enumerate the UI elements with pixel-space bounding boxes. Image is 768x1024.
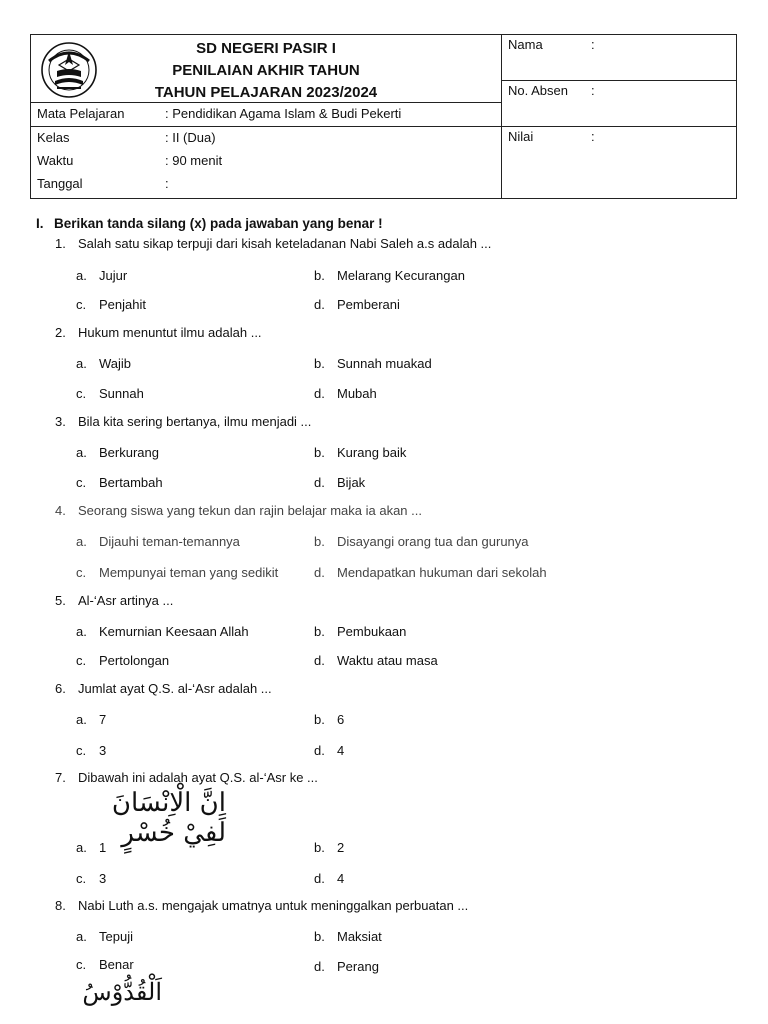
question-text: Nabi Luth a.s. mengajak umatnya untuk meninggalkan perbuatan ...: [78, 898, 469, 913]
option-1c[interactable]: [76, 297, 146, 312]
option-7b[interactable]: [314, 840, 344, 855]
option-text: Sunnah muakad: [337, 356, 432, 371]
option-letter: b.: [314, 268, 325, 283]
option-2c[interactable]: [76, 386, 144, 401]
option-7a[interactable]: [76, 840, 106, 855]
option-letter: c.: [76, 297, 87, 312]
option-letter: a.: [76, 712, 87, 727]
question-text: Dibawah ini adalah ayat Q.S. al-‘Asr ke ...: [78, 770, 318, 785]
option-text: 4: [337, 743, 345, 758]
option-6b[interactable]: [314, 712, 344, 727]
option-letter: b.: [314, 534, 325, 549]
question-6: [55, 681, 272, 696]
option-letter: c.: [76, 653, 87, 668]
option-text: Kemurnian Keesaan Allah: [99, 624, 249, 639]
field-absen[interactable]: [502, 81, 736, 127]
option-8c[interactable]: [76, 957, 134, 972]
option-text: Maksiat: [337, 929, 382, 944]
question-7: [55, 770, 318, 785]
question-text: Al-‘Asr artinya ...: [78, 593, 174, 608]
option-5d[interactable]: [314, 653, 438, 668]
option-text: Mempunyai teman yang sedikit: [99, 565, 279, 580]
question-text: Seorang siswa yang tekun dan rajin belajar maka ia akan ...: [78, 503, 422, 518]
question-number: 4.: [55, 503, 66, 518]
option-letter: a.: [76, 534, 87, 549]
arabic-word: اَلْقُدُّوْسُ: [82, 978, 162, 1006]
option-2d[interactable]: [314, 386, 377, 401]
option-7d[interactable]: [314, 871, 344, 886]
option-3c[interactable]: [76, 475, 163, 490]
option-letter: c.: [76, 475, 87, 490]
option-4b[interactable]: [314, 534, 529, 549]
option-text: Pertolongan: [99, 653, 170, 668]
option-letter: d.: [314, 565, 325, 580]
option-letter: b.: [314, 840, 325, 855]
header-left-panel: [31, 35, 502, 198]
field-name[interactable]: [502, 35, 736, 81]
option-text: Penjahit: [99, 297, 146, 312]
question-number: 3.: [55, 414, 66, 429]
option-letter: a.: [76, 624, 87, 639]
option-4a[interactable]: [76, 534, 240, 549]
option-letter: c.: [76, 386, 87, 401]
exam-header: [30, 34, 737, 199]
option-letter: a.: [76, 445, 87, 460]
question-number: 7.: [55, 770, 66, 785]
question-4: [55, 503, 422, 518]
option-4d[interactable]: [314, 565, 547, 580]
option-1d[interactable]: [314, 297, 400, 312]
section-instruction: [36, 216, 383, 231]
info-value: : 90 menit: [165, 153, 223, 168]
field-label: No. Absen: [508, 83, 568, 98]
option-4c[interactable]: [76, 565, 278, 580]
question-number: 1.: [55, 236, 66, 251]
option-letter: a.: [76, 840, 87, 855]
question-1: [55, 236, 491, 251]
option-5a[interactable]: [76, 624, 249, 639]
option-text: 3: [99, 871, 107, 886]
option-5b[interactable]: [314, 624, 406, 639]
option-7c[interactable]: [76, 871, 106, 886]
option-text: Benar: [99, 957, 134, 972]
instruction-text: Berikan tanda silang (x) pada jawaban yang benar !: [54, 216, 383, 231]
field-label: Nama: [508, 37, 543, 52]
option-3a[interactable]: [76, 445, 159, 460]
school-title: [31, 38, 501, 104]
option-letter: b.: [314, 624, 325, 639]
option-text: 6: [337, 712, 345, 727]
field-colon: :: [591, 37, 595, 52]
option-letter: d.: [314, 475, 325, 490]
option-8d[interactable]: [314, 959, 379, 974]
option-text: Melarang Kecurangan: [337, 268, 465, 283]
option-letter: a.: [76, 268, 87, 283]
option-text: Dijauhi teman-temannya: [99, 534, 240, 549]
option-text: 2: [337, 840, 345, 855]
option-text: 3: [99, 743, 107, 758]
option-text: Berkurang: [99, 445, 159, 460]
option-text: Wajib: [99, 356, 132, 371]
option-letter: d.: [314, 959, 325, 974]
question-number: 5.: [55, 593, 66, 608]
option-6a[interactable]: [76, 712, 106, 727]
option-text: Jujur: [99, 268, 128, 283]
option-letter: a.: [76, 356, 87, 371]
info-value: : II (Dua): [165, 130, 216, 145]
question-text: Salah satu sikap terpuji dari kisah keteladanan Nabi Saleh a.s adalah ...: [78, 236, 492, 251]
option-text: Pembukaan: [337, 624, 407, 639]
option-8b[interactable]: [314, 929, 382, 944]
field-colon: :: [591, 83, 595, 98]
option-letter: d.: [314, 653, 325, 668]
school-block: [31, 35, 501, 103]
option-letter: d.: [314, 871, 325, 886]
option-1b[interactable]: [314, 268, 465, 283]
option-5c[interactable]: [76, 653, 169, 668]
option-3b[interactable]: [314, 445, 406, 460]
option-text: Mubah: [337, 386, 377, 401]
option-3d[interactable]: [314, 475, 365, 490]
option-letter: d.: [314, 386, 325, 401]
option-letter: d.: [314, 743, 325, 758]
arabic-verse: اِنَّ الْاِنْسَانَ لَفِيْ خُسْرٍ: [111, 788, 226, 848]
option-text: Sunnah: [99, 386, 144, 401]
option-8a[interactable]: [76, 929, 133, 944]
info-label: Kelas: [37, 130, 70, 145]
option-letter: d.: [314, 297, 325, 312]
option-letter: c.: [76, 871, 87, 886]
divider: [31, 126, 502, 127]
question-number: 6.: [55, 681, 66, 696]
question-number: 2.: [55, 325, 66, 340]
question-text: Hukum menuntut ilmu adalah ...: [78, 325, 262, 340]
question-text: Jumlat ayat Q.S. al-‘Asr adalah ...: [78, 681, 272, 696]
option-text: Tepuji: [99, 929, 133, 944]
option-letter: b.: [314, 356, 325, 371]
info-value: :: [165, 176, 169, 191]
field-label: Nilai: [508, 129, 534, 144]
option-text: Disayangi orang tua dan gurunya: [337, 534, 529, 549]
option-letter: c.: [76, 565, 87, 580]
option-letter: a.: [76, 929, 87, 944]
option-text: Pemberani: [337, 297, 400, 312]
option-text: Bijak: [337, 475, 366, 490]
question-number: 8.: [55, 898, 66, 913]
field-colon: :: [591, 129, 595, 144]
option-text: Mendapatkan hukuman dari sekolah: [337, 565, 547, 580]
info-label: Mata Pelajaran: [37, 106, 125, 121]
option-text: 1: [99, 840, 107, 855]
question-3: [55, 414, 311, 429]
question-5: [55, 593, 173, 608]
option-letter: c.: [76, 743, 87, 758]
info-value: : Pendidikan Agama Islam & Budi Pekerti: [165, 106, 402, 121]
option-text: Waktu atau masa: [337, 653, 438, 668]
option-text: 7: [99, 712, 107, 727]
question-text: Bila kita sering bertanya, ilmu menjadi ...: [78, 414, 312, 429]
option-letter: b.: [314, 712, 325, 727]
option-text: Perang: [337, 959, 379, 974]
option-1a[interactable]: [76, 268, 127, 283]
option-text: Bertambah: [99, 475, 163, 490]
school-name: SD NEGERI PASIR I: [196, 40, 336, 57]
option-letter: c.: [76, 957, 87, 972]
info-label: Tanggal: [37, 176, 83, 191]
option-2b[interactable]: [314, 356, 432, 371]
option-letter: b.: [314, 445, 325, 460]
question-2: [55, 325, 262, 340]
option-2a[interactable]: [76, 356, 131, 371]
option-6c[interactable]: [76, 743, 106, 758]
option-6d[interactable]: [314, 743, 344, 758]
option-text: 4: [337, 871, 345, 886]
header-right-panel: [502, 35, 736, 198]
info-label: Waktu: [37, 153, 74, 168]
section-number: I.: [36, 216, 44, 231]
option-letter: b.: [314, 929, 325, 944]
exam-name: PENILAIAN AKHIR TAHUN: [172, 62, 360, 79]
academic-year: TAHUN PELAJARAN 2023/2024: [154, 84, 378, 101]
field-score[interactable]: [502, 127, 736, 198]
option-text: Kurang baik: [337, 445, 407, 460]
question-8: [55, 898, 468, 913]
